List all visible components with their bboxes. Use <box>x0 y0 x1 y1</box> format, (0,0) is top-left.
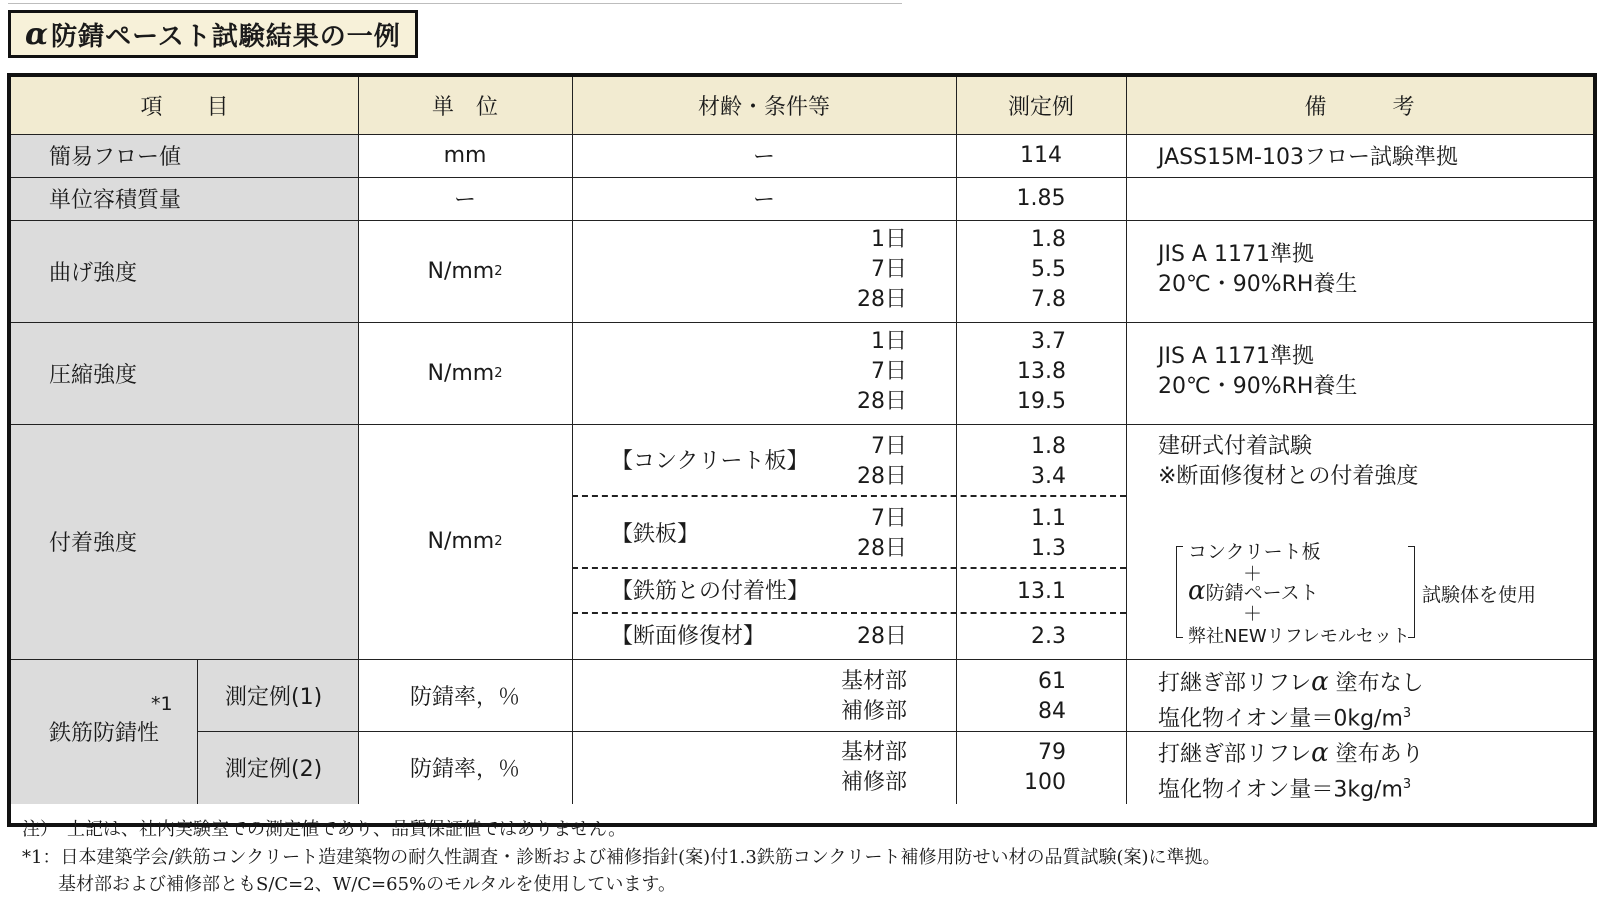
remark-density <box>1126 177 1593 220</box>
ages-compression <box>572 327 907 417</box>
grid-dashed-line <box>572 495 1126 497</box>
label-rust-ex1: 測定例(1) <box>197 659 358 731</box>
label-flow: 簡易フロー値 <box>11 134 358 177</box>
title-text: 防錆ペースト試験結果の一例 <box>51 21 401 52</box>
remark-compression <box>1158 342 1357 402</box>
remark-line <box>1158 667 1424 699</box>
adhesion-repair-value: 2.3 <box>1031 624 1066 649</box>
remark-text: 塗布あり <box>1328 742 1424 767</box>
header-unit: 単 位 <box>358 77 572 134</box>
header-condition: 材齢・条件等 <box>572 77 956 134</box>
value: 19.5 <box>1017 389 1066 414</box>
unit-rust-ex2: 防錆率，％ <box>409 757 520 782</box>
value-density: 1.85 <box>1016 186 1066 211</box>
conds-rust-ex1 <box>572 667 907 727</box>
grid-hline <box>11 322 1593 323</box>
remark-text: 打継ぎ部リフレ <box>1158 671 1312 696</box>
label-adhesion: 付着強度 <box>11 424 358 659</box>
remark-line: 20℃・90%RH養生 <box>1158 374 1358 399</box>
grid-vline <box>358 77 359 804</box>
remark-flow: JASS15M-103フロー試験準拠 <box>1158 145 1458 170</box>
adhesion-steel-ages <box>572 504 907 564</box>
remark-line <box>1158 738 1424 770</box>
remark-adhesion <box>1158 432 1418 492</box>
grid-hline <box>11 220 1593 221</box>
remark-line: 20℃・90%RH養生 <box>1158 272 1358 297</box>
cond: 補修部 <box>840 699 907 724</box>
unit-bending-sup: 2 <box>494 263 503 279</box>
cond: 基材部 <box>840 740 907 765</box>
ages-bending <box>572 225 907 315</box>
grid-vline <box>956 77 957 804</box>
values-bending <box>956 225 1066 315</box>
age: 1日 <box>871 227 907 252</box>
diagram-line3: 弊社NEWリフレモルセット <box>1188 626 1410 647</box>
rust-footnote-mark: *1 <box>151 693 173 715</box>
value: 7.8 <box>1031 287 1066 312</box>
value: 61 <box>1038 669 1066 694</box>
grid-vline <box>572 77 573 804</box>
age: 7日 <box>871 434 907 459</box>
adhesion-repair-age: 28日 <box>857 624 907 649</box>
label-compression: 圧縮強度 <box>11 322 358 424</box>
remark-line: ※断面修復材との付着強度 <box>1158 464 1419 489</box>
remark-rust-ex2 <box>1158 738 1424 805</box>
remark-text: 塩化物イオン量＝0kg/m <box>1158 706 1403 732</box>
header-remarks: 備 考 <box>1126 77 1593 134</box>
label-rust-ex2: 測定例(2) <box>197 731 358 804</box>
grid-hline <box>11 134 1593 135</box>
adhesion-concrete-ages <box>572 432 907 492</box>
unit-compression-text: N/mm <box>427 360 495 386</box>
value: 5.5 <box>1031 257 1066 282</box>
adhesion-steel-name: 【鉄板】 <box>611 522 700 547</box>
remark-line: JIS A 1171準拠 <box>1158 344 1314 369</box>
remark-alpha: α <box>1311 738 1329 768</box>
unit-bending <box>358 220 572 322</box>
diagram-plus1: ＋ <box>1243 563 1263 585</box>
header-value: 測定例 <box>956 77 1126 134</box>
grid-hline <box>11 177 1593 178</box>
value: 1.3 <box>1031 536 1066 561</box>
note-3: 基材部および補修部ともS/C=2、W/C=65%のモルタルを使用しています。 <box>22 874 676 895</box>
unit-adhesion-text: N/mm <box>427 529 495 554</box>
unit-rust-ex1: 防錆率，％ <box>409 684 520 710</box>
cond-flow: ー <box>752 145 775 170</box>
age: 28日 <box>857 464 907 489</box>
section-title <box>8 10 418 58</box>
remark-sup: 3 <box>1402 777 1412 792</box>
diagram-bracket-left <box>1176 546 1183 638</box>
value: 1.1 <box>1031 506 1066 531</box>
remark-rust-ex1 <box>1158 667 1424 734</box>
top-rule <box>8 3 902 4</box>
unit-flow: mm <box>443 143 487 168</box>
adhesion-steel-values <box>956 504 1066 564</box>
value: 100 <box>1024 770 1066 795</box>
title-alpha: α <box>25 16 50 52</box>
remark-alpha: α <box>1311 667 1329 697</box>
value: 3.4 <box>1031 464 1066 489</box>
cond-density: ー <box>752 188 775 213</box>
remark-sup: 3 <box>1402 706 1412 721</box>
diagram-side-text: 試験体を使用 <box>1422 584 1537 606</box>
adhesion-rebar-name: 【鉄筋との付着性】 <box>611 579 810 604</box>
diagram-plus2: ＋ <box>1243 603 1263 625</box>
value: 13.8 <box>1017 359 1066 384</box>
value: 1.8 <box>1031 227 1066 252</box>
label-rust-text: 鉄筋防錆性 <box>48 721 159 746</box>
grid-vline <box>1126 77 1127 804</box>
remark-line <box>1158 770 1424 805</box>
age: 7日 <box>871 257 907 282</box>
remark-line: 建研式付着試験 <box>1158 434 1313 459</box>
grid-hline <box>11 424 1593 425</box>
value: 84 <box>1038 699 1066 724</box>
grid-hline <box>11 659 1593 660</box>
cond: 基材部 <box>840 669 907 694</box>
value: 1.8 <box>1031 434 1066 459</box>
remark-bending <box>1158 240 1357 300</box>
age: 1日 <box>871 329 907 354</box>
diagram-alpha: α <box>1188 576 1206 606</box>
adhesion-rebar-value: 13.1 <box>1017 579 1066 604</box>
grid-dashed-line <box>572 567 1126 569</box>
age: 7日 <box>871 506 907 531</box>
unit-density: ー <box>453 188 476 213</box>
unit-adhesion <box>358 424 572 659</box>
unit-adhesion-sup: 2 <box>494 534 503 549</box>
values-compression <box>956 327 1066 417</box>
remark-text: 塗布なし <box>1328 671 1424 696</box>
value-flow: 114 <box>1020 143 1062 168</box>
remark-text: 打継ぎ部リフレ <box>1158 742 1312 767</box>
note-1: 注） 上記は、社内実験室での測定値であり、品質保証値ではありません。 <box>22 819 627 840</box>
adhesion-concrete-values <box>956 432 1066 492</box>
values-rust-ex2 <box>956 738 1066 798</box>
unit-compression-sup: 2 <box>494 365 503 381</box>
adhesion-repair-name: 【断面修復材】 <box>611 624 766 649</box>
conds-rust-ex2 <box>572 738 907 798</box>
header-item: 項 目 <box>11 77 358 134</box>
diagram-line2-text: 防錆ペースト <box>1205 582 1319 604</box>
cond: 補修部 <box>840 770 907 795</box>
label-rust <box>11 659 197 804</box>
values-rust-ex1 <box>956 667 1066 727</box>
age: 28日 <box>857 389 907 414</box>
diagram-line1: コンクリート板 <box>1188 541 1321 563</box>
age: 7日 <box>871 359 907 384</box>
value: 79 <box>1038 740 1066 765</box>
note-2: *1：日本建築学会/鉄筋コンクリート造建築物の耐久性調査・診断および補修指針(案)付1.3鉄筋コンクリート補修用防せい材の品質試験(案)に準拠。 <box>22 847 1221 868</box>
remark-line <box>1158 699 1424 734</box>
remark-text: 塩化物イオン量＝3kg/m <box>1158 777 1403 803</box>
value: 3.7 <box>1031 329 1066 354</box>
label-density: 単位容積質量 <box>11 177 358 220</box>
results-table <box>7 73 1597 827</box>
remark-line: JIS A 1171準拠 <box>1158 242 1314 267</box>
unit-bending-text: N/mm <box>427 258 495 284</box>
grid-hline <box>197 731 1593 732</box>
adhesion-concrete-name: 【コンクリート板】 <box>611 449 809 474</box>
grid-dashed-line <box>572 612 1126 614</box>
age: 28日 <box>857 287 907 312</box>
unit-compression <box>358 322 572 424</box>
label-bending: 曲げ強度 <box>11 220 358 322</box>
age: 28日 <box>857 536 907 561</box>
